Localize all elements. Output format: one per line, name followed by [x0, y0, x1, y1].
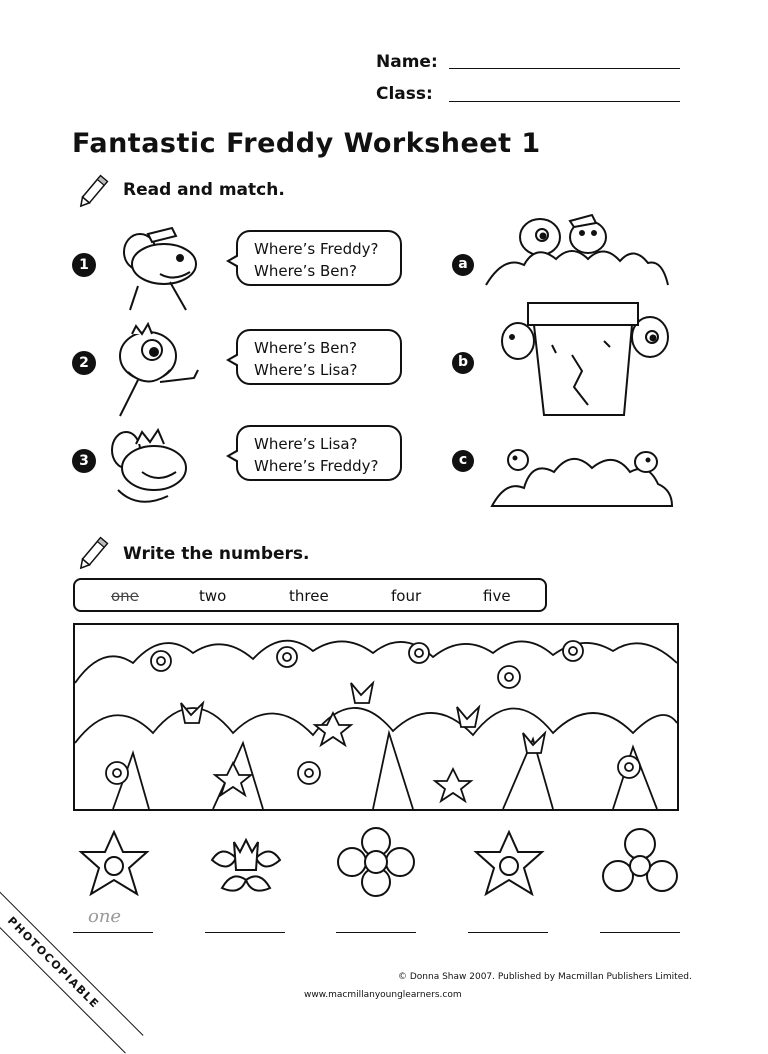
- word-one: one: [111, 587, 139, 605]
- ben-lizard-illustration: [98, 322, 206, 420]
- number-3: 3: [72, 449, 96, 473]
- lisa-mouse-illustration: [98, 424, 198, 512]
- word-five: five: [483, 587, 511, 605]
- answer-line-5[interactable]: [600, 932, 680, 933]
- class-line[interactable]: [449, 101, 680, 102]
- answer-line-1[interactable]: [73, 932, 153, 933]
- number-2: 2: [72, 351, 96, 375]
- speech-bubble-2: [236, 329, 402, 385]
- letter-b: b: [452, 352, 474, 374]
- name-label: Name:: [376, 52, 438, 72]
- class-label: Class:: [376, 84, 433, 104]
- answer-line-3[interactable]: [336, 932, 416, 933]
- example-answer: one: [88, 906, 122, 927]
- read-match-heading: Read and match.: [123, 180, 285, 200]
- word-four: four: [391, 587, 422, 605]
- picture-a-behind-bush: [484, 203, 670, 289]
- daffodil-flower-icon: [206, 830, 286, 898]
- word-two: two: [199, 587, 227, 605]
- photocopiable-badge: PHOTOCOPIABLE: [0, 872, 144, 1053]
- copyright-text: © Donna Shaw 2007. Published by Macmillan Publishers Limited.: [398, 972, 692, 982]
- answer-line-2[interactable]: [205, 932, 285, 933]
- worksheet-title: Fantastic Freddy Worksheet 1: [72, 128, 541, 159]
- write-numbers-heading: Write the numbers.: [123, 544, 310, 564]
- bubble-3-line-2: Where’s Freddy?: [254, 457, 379, 475]
- pencil-icon: [74, 534, 110, 574]
- speech-bubble-1: [236, 230, 402, 286]
- picture-b-behind-pot: [492, 295, 678, 419]
- freddy-mouse-illustration: [100, 222, 214, 312]
- bubble-2-line-1: Where’s Ben?: [254, 339, 357, 357]
- answer-line-4[interactable]: [468, 932, 548, 933]
- flower-garden-picture: [73, 623, 679, 811]
- three-petal-flower-icon: [600, 826, 680, 898]
- letter-c: c: [452, 450, 474, 472]
- round-petal-flower-icon: [336, 826, 416, 898]
- bubble-1-line-1: Where’s Freddy?: [254, 240, 379, 258]
- bubble-3-line-1: Where’s Lisa?: [254, 435, 358, 453]
- star-flower-icon: [470, 830, 548, 898]
- picture-c-in-bush: [488, 440, 674, 510]
- word-bank: [73, 578, 547, 612]
- bubble-2-line-2: Where’s Lisa?: [254, 361, 358, 379]
- website-text: www.macmillanyounglearners.com: [304, 990, 462, 1000]
- star-flower-icon: [75, 830, 153, 898]
- letter-a: a: [452, 254, 474, 276]
- name-line[interactable]: [449, 68, 680, 69]
- pencil-icon: [74, 172, 110, 212]
- speech-bubble-3: [236, 425, 402, 481]
- bubble-1-line-2: Where’s Ben?: [254, 262, 357, 280]
- word-three: three: [289, 587, 329, 605]
- number-1: 1: [72, 253, 96, 277]
